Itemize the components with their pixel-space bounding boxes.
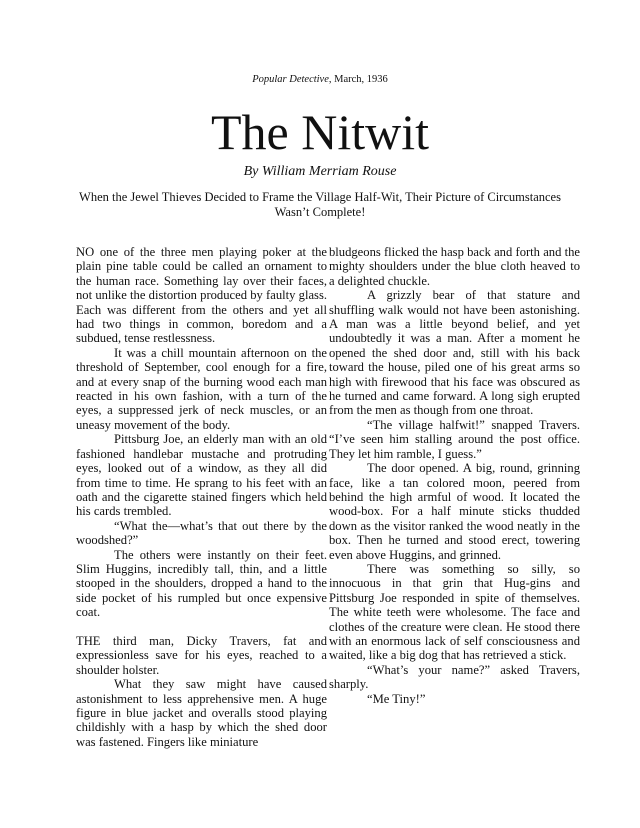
paragraph: What they saw might have caused astonishment to less apprehensive men. A huge figure in blue jacket and overalls stood playing childishly with a hasp by which the shed door was fastened. Fingers like miniature bbox=[76, 677, 327, 749]
paragraph: There was something so silly, so innocuous in that grin that Hug-gins and Pittsburg Joe responded in spite of themselves. The white teeth were wholesome. The face and clothes of the creature were clean. He stood there with an enormous lack of self consciousness and waited, like a big dog that has retrieved a stick. bbox=[329, 561, 580, 663]
paragraph: NO one of the three men playing poker at the plain pine table could be called an ornament to the human race. Something lay over their faces, not unlike the distortion produced by faulty glass. Each was different from the others and yet all had two things in common, boredom and a subdued, tense restlessness. bbox=[76, 245, 327, 346]
paragraph: The door opened. A big, round, grinning face, like a tan colored moon, peered from behind the high armful of wood. It located the wood-box. For a half minute sticks thudded down as the visitor ranked the wood neatly in the box. Then he turned and stood erect, towering even above Huggins, and grinned. bbox=[329, 461, 580, 562]
story-title: The Nitwit bbox=[210, 104, 430, 160]
paragraph: “The village halfwit!” snapped Travers. “I’ve seen him stalling around the post office. They let him ramble, I guess.” bbox=[329, 417, 580, 461]
paragraph: bludgeons flicked the hasp back and forth and the mighty shoulders under the blue cloth heaved to a delighted chuckle. bbox=[329, 245, 580, 288]
paragraph: A grizzly bear of that stature and shuffling walk would not have been astonishing. A man was a little beyond belief, and yet undoubtedly it was a man. After a moment he opened the shed door and, still with his back toward the house, piled one of his great arms so high with firewood that his face was obscured as he turned and came forward. A long sigh erupted from the men as though from one throat. bbox=[329, 288, 580, 418]
publication-date: , March, 1936 bbox=[328, 74, 388, 85]
paragraph: The others were instantly on their feet. Slim Huggins, incredibly tall, thin, and a little stooped in the shoulders, dropped a hand to the side pocket of his rumpled but once expensive coat. bbox=[76, 547, 327, 620]
story-subtitle: When the Jewel Thieves Decided to Frame the Village Half-Wit, Their Picture of Circumstances Wasn’t Complete! bbox=[79, 190, 561, 219]
paragraph: It was a chill mountain afternoon on the threshold of September, cool enough for a fire, and at every snap of the burning wood each man reacted in his own fashion, with a turn of the eyes, a suppressed jerk of neck muscles, or an uneasy movement of the body. bbox=[76, 345, 327, 432]
right-column bbox=[329, 245, 580, 706]
source-line bbox=[0, 74, 640, 85]
paragraph: Pittsburg Joe, an elderly man with an old fashioned handlebar mustache and protruding eyes, looked out of a window, as they all did from time to time. He sprang to his feet with an oath and the cigarette stained fingers which held his cards trembled. bbox=[76, 432, 327, 519]
left-column bbox=[76, 245, 327, 749]
paragraph: “What the—what’s that out there by the woodshed?” bbox=[76, 518, 327, 548]
paragraph: “Me Tiny!” bbox=[367, 691, 426, 706]
paragraph: “What’s your name?” asked Travers, sharply. bbox=[329, 662, 580, 692]
byline: By William Merriam Rouse bbox=[243, 164, 397, 179]
publication-name: Popular Detective bbox=[252, 74, 329, 85]
section-start-paragraph: THE third man, Dicky Travers, fat and expressionless save for his eyes, reached to a shoulder holster. bbox=[76, 633, 327, 677]
